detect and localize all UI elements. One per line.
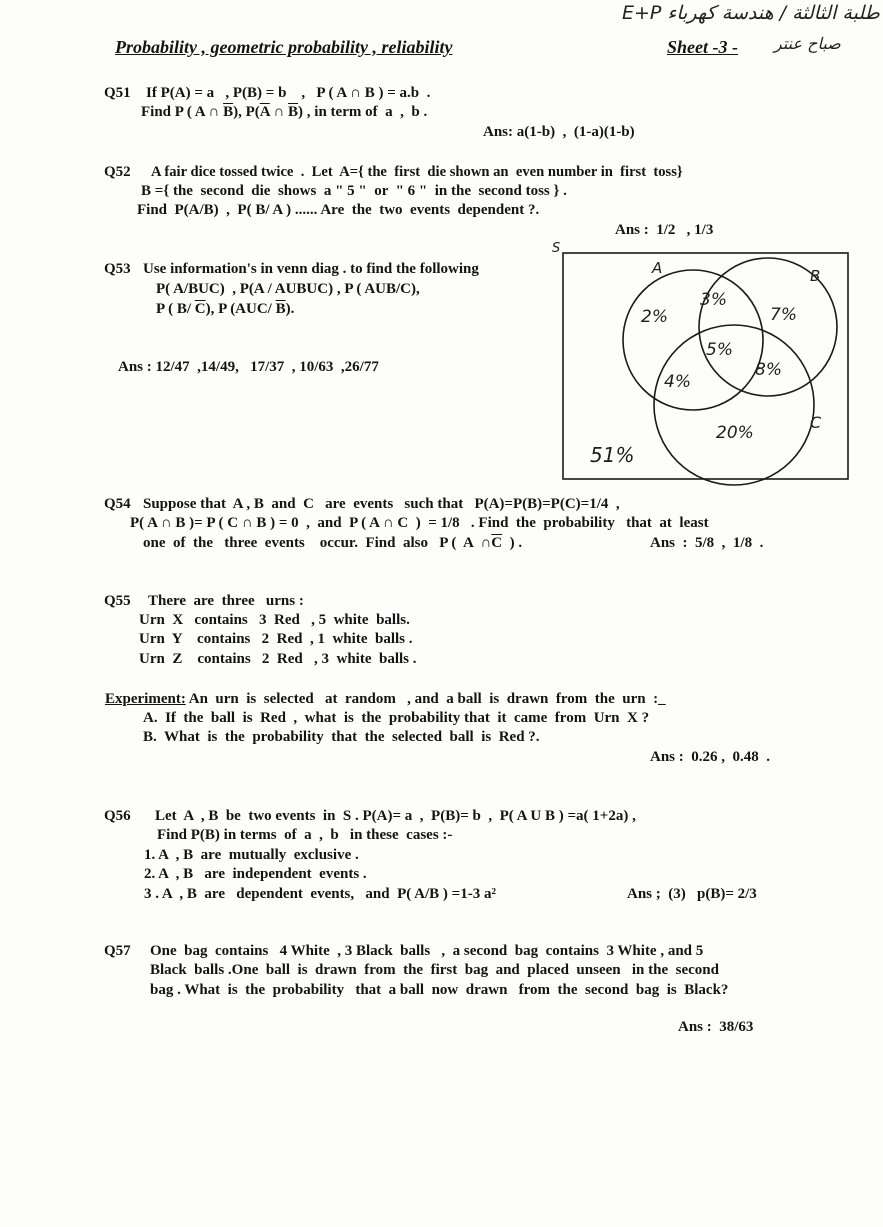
venn-value-bc-only: 8%	[755, 360, 782, 380]
q56-case2: 2. A , B are independent events .	[144, 866, 367, 882]
q56-line2: Find P(B) in terms of a , b in these cases :-	[157, 827, 453, 843]
q54-line3: one of the three events occur. Find also P ( A $\cap\overline{C}$ ) .	[143, 535, 523, 551]
q54-line1: Suppose that A , B and C are events such that P(A)=P(B)=P(C)=1/4 ,	[143, 496, 620, 512]
q51-label: Q51	[104, 85, 131, 101]
q56-line1: Let A , B be two events in S . P(A)= a , P(B)= b , P( A U B ) =a( 1+2a) ,	[155, 808, 636, 824]
venn-value-c-only: 20%	[716, 423, 754, 443]
q56-case3: 3 . A , B are dependent events, and P( A/B ) =1-3 a²	[144, 886, 496, 902]
venn-label-c: C	[810, 413, 822, 432]
q54-label: Q54	[104, 496, 131, 512]
q54-line2: P( A ∩ B )= P ( C ∩ B ) = 0 , and P ( A ∩ C ) = 1/8 . Find the probability that at least	[130, 515, 709, 531]
q57-answer: Ans : 38/63	[678, 1019, 754, 1035]
q53-line1: Use information's in venn diag . to find the following	[143, 261, 479, 277]
q53-line2: P( A/BUC) , P(A / AUBUC) , P ( AUB/C),	[156, 281, 420, 297]
q57-line1: One bag contains 4 White , 3 Black balls , a second bag contains 3 White , and 5	[150, 943, 704, 959]
q52-line1: A fair dice tossed twice . Let A={ the first die shown an even number in first toss}	[151, 164, 683, 180]
venn-label-a: A	[652, 259, 663, 277]
venn-value-ac-only: 4%	[664, 372, 691, 392]
sheet-number: Sheet -3 -	[667, 37, 738, 57]
q52-label: Q52	[104, 164, 131, 180]
handwritten-class-note: E+P طلبة الثالثة / هندسة كهرباء	[622, 2, 880, 24]
q53-line3: P ( B/ $\overline{C}$), P (AUC/ $\overline{B}$).	[156, 301, 295, 317]
venn-value-b-only: 7%	[770, 305, 797, 325]
q51-line1: If P(A) = a , P(B) = b , P ( A ∩ B ) = a.b .	[146, 85, 431, 101]
venn-circle-a	[623, 270, 763, 410]
venn-circle-c	[654, 325, 814, 485]
q51-line2: Find P ( A ∩ $\overline{B}$), $P(\overline{A}$ ∩ $\overline{B}$) , in term of a , b .	[141, 104, 428, 120]
q55-urn-z: Urn Z contains 2 Red , 3 white balls .	[139, 651, 417, 667]
venn-value-outside: 51%	[590, 443, 635, 467]
handwritten-name: صباح عنتر	[774, 34, 841, 53]
q55-urn-y: Urn Y contains 2 Red , 1 white balls .	[139, 631, 413, 647]
q55-label: Q55	[104, 593, 131, 609]
q53-label: Q53	[104, 261, 131, 277]
q52-line3: Find P(A/B) , P( B/ A ) ...... Are the two events dependent ?.	[137, 202, 540, 218]
q55-part-a: A. If the ball is Red , what is the probability that it came from Urn X ?	[143, 710, 650, 726]
q55-urn-x: Urn X contains 3 Red , 5 white balls.	[139, 612, 410, 628]
q55-intro: There are three urns :	[148, 593, 304, 609]
q51-answer: Ans: a(1-b) , (1-a)(1-b)	[483, 124, 635, 140]
q55-part-b: B. What is the probability that the selected ball is Red ?.	[143, 729, 540, 745]
venn-value-abc: 5%	[706, 340, 733, 360]
venn-label-b: B	[810, 267, 821, 285]
q56-answer: Ans ; (3) p(B)= 2/3	[627, 886, 757, 902]
q52-answer: Ans : 1/2 , 1/3	[615, 222, 714, 238]
venn-value-a-only: 2%	[641, 307, 668, 327]
q57-line3: bag . What is the probability that a ball now drawn from the second bag is Black?	[150, 982, 729, 998]
q56-label: Q56	[104, 808, 131, 824]
q53-answer: Ans : 12/47 ,14/49, 17/37 , 10/63 ,26/77	[118, 359, 379, 375]
q54-answer: Ans : 5/8 , 1/8 .	[650, 535, 764, 551]
q57-label: Q57	[104, 943, 131, 959]
venn-mark-s: S	[552, 241, 561, 256]
page-title: Probability , geometric probability , reliability	[115, 37, 453, 57]
q52-line2: B ={ the second die shows a " 5 " or " 6 " in the second toss } .	[141, 183, 567, 199]
q55-answer: Ans : 0.26 , 0.48 .	[650, 749, 771, 765]
q57-line2: Black balls .One ball is drawn from the first bag and placed unseen in the second	[150, 962, 719, 978]
q55-experiment: Experiment: An urn is selected at random , and a ball is drawn from the urn :_	[105, 691, 666, 707]
q56-case1: 1. A , B are mutually exclusive .	[144, 847, 359, 863]
venn-value-ab-only: 3%	[700, 290, 727, 310]
